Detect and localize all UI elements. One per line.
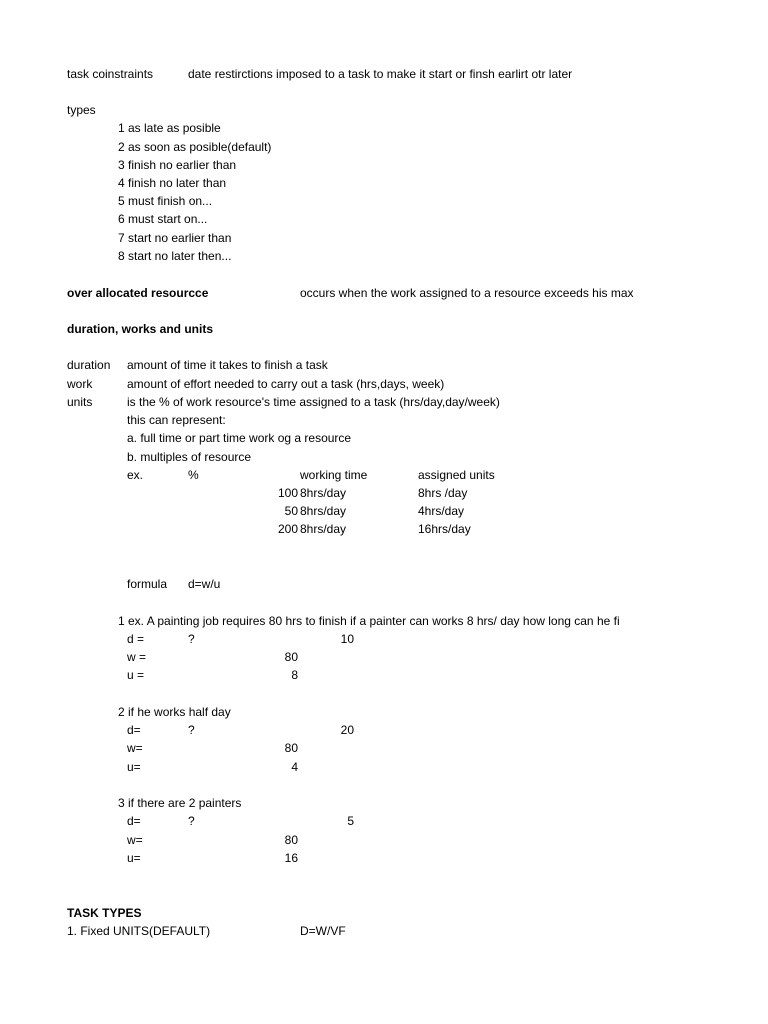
over-allocated-label: over allocated resourcce — [67, 286, 209, 300]
types-item: 7 start no earlier than — [118, 231, 232, 245]
task-constraints-desc: date restirctions imposed to a task to make it start or finsh earlirt otr later — [188, 67, 573, 81]
task-types-heading: TASK TYPES — [67, 906, 142, 920]
table-cell-pct: 50 — [284, 504, 298, 518]
example-row-label: w = — [127, 650, 147, 664]
types-item: 8 start no later then... — [118, 249, 232, 263]
example-row-label: w= — [127, 741, 143, 755]
table-header-ex: ex. — [127, 468, 144, 482]
example-row-label: u= — [127, 760, 141, 774]
table-cell-assigned: 4hrs/day — [418, 504, 465, 518]
example-row-w: 4 — [291, 760, 298, 774]
example-row-label: d= — [127, 814, 141, 828]
example-row-w: 80 — [284, 650, 298, 664]
definition-term: units — [67, 395, 93, 409]
represent-a: a. full time or part time work og a resource — [127, 431, 352, 445]
example-title: 2 if he works half day — [118, 705, 231, 719]
types-item: 3 finish no earlier than — [118, 158, 237, 172]
example-row-label: d = — [127, 632, 145, 646]
example-row-w: 80 — [284, 741, 298, 755]
types-item: 4 finish no later than — [118, 176, 227, 190]
example-row-w: 8 — [291, 668, 298, 682]
example-row-label: w= — [127, 833, 143, 847]
over-allocated-desc: occurs when the work assigned to a resource exceeds his max — [300, 286, 634, 300]
table-cell-assigned: 8hrs /day — [418, 486, 468, 500]
table-cell-pct: 100 — [277, 486, 298, 500]
table-cell-assigned: 16hrs/day — [418, 522, 471, 536]
table-header-pct: % — [188, 468, 199, 482]
represent-intro: this can represent: — [127, 413, 226, 427]
task-types-formula: D=W/VF — [300, 924, 346, 938]
formula-value: d=w/u — [188, 577, 221, 591]
example-row-result: 10 — [340, 632, 354, 646]
types-item: 6 must start on... — [118, 212, 208, 226]
table-header-assigned: assigned units — [418, 468, 495, 482]
task-types-item: 1. Fixed UNITS(DEFAULT) — [67, 924, 211, 938]
example-row-w: 80 — [284, 833, 298, 847]
types-label: types — [67, 103, 96, 117]
example-row-label: u= — [127, 851, 141, 865]
formula-label: formula — [127, 577, 168, 591]
definition-term: duration — [67, 358, 111, 372]
dwu-heading: duration, works and units — [67, 322, 214, 336]
types-item: 2 as soon as posible(default) — [118, 140, 272, 154]
example-title: 3 if there are 2 painters — [118, 796, 242, 810]
task-constraints-label: task coinstraints — [67, 67, 154, 81]
types-item: 1 as late as posible — [118, 121, 221, 135]
definition-desc: amount of time it takes to finish a task — [127, 358, 328, 372]
example-row-label: u = — [127, 668, 145, 682]
definition-desc: amount of effort needed to carry out a task (hrs,days, week) — [127, 377, 445, 391]
example-row-q: ? — [188, 632, 195, 646]
represent-b: b. multiples of resource — [127, 450, 252, 464]
table-header-working: working time — [300, 468, 368, 482]
definition-term: work — [67, 377, 93, 391]
example-row-result: 5 — [347, 814, 354, 828]
table-cell-working: 8hrs/day — [300, 486, 347, 500]
table-cell-working: 8hrs/day — [300, 522, 347, 536]
example-row-q: ? — [188, 814, 195, 828]
example-row-q: ? — [188, 723, 195, 737]
example-row-result: 20 — [340, 723, 354, 737]
table-cell-pct: 200 — [277, 522, 298, 536]
table-cell-working: 8hrs/day — [300, 504, 347, 518]
example-title: 1 ex. A painting job requires 80 hrs to finish if a painter can works 8 hrs/ day how long can he fi — [118, 614, 620, 628]
types-item: 5 must finish on... — [118, 194, 213, 208]
example-row-label: d= — [127, 723, 141, 737]
example-row-w: 16 — [284, 851, 298, 865]
definition-desc: is the % of work resource's time assigned to a task (hrs/day,day/week) — [127, 395, 500, 409]
